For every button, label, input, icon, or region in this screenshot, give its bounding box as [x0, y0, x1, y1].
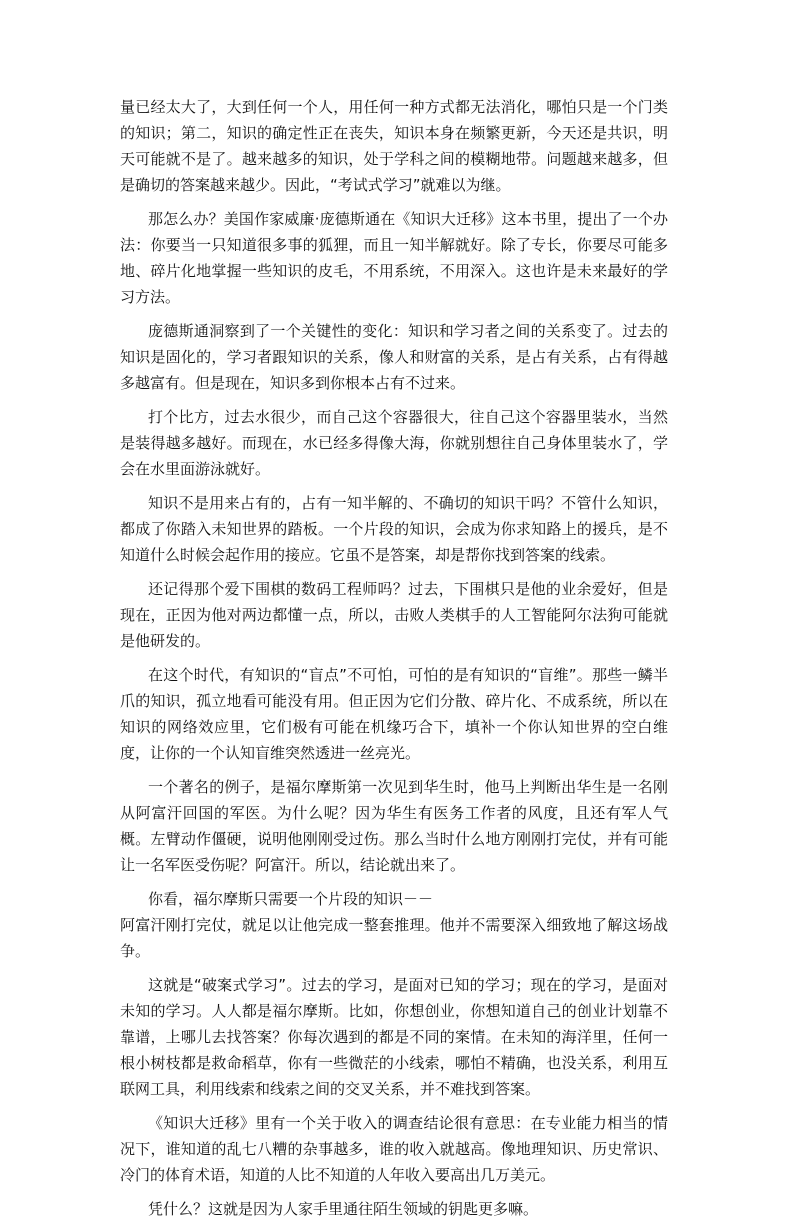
paragraph-continued: 量已经太大了，大到任何一个人，用任何一种方式都无法消化，哪怕只是一个门类的知识；第二，知识的确定性正在丧失，知识本身在频繁更新，今天还是共识，明天可能就不是了。越来越多的知识，处于学科之间的模糊地带。问题越来越多，但是确切的答案越来越少。因此，“考试式学习”就难以为继。: [120, 98, 668, 194]
paragraph-holmes-example: 一个著名的例子，是福尔摩斯第一次见到华生时，他马上判断出华生是一名刚从阿富汗回国的军医。为什么呢？因为华生有医务工作者的风度，且还有军人气概。左臂动作僵硬，说明他刚刚受过伤。那么当时什么地方刚刚打完仗，并有可能让一名军医受伤呢？阿富汗。所以，结论就出来了。: [120, 778, 668, 874]
paragraph-detective-learning: 这就是“破案式学习”。过去的学习，是面对已知的学习；现在的学习，是面对未知的学习。人人都是福尔摩斯。比如，你想创业，你想知道自己的创业计划靠不靠谱，上哪儿去找答案？你每次遇到的都是不同的案情。在未知的海洋里，任何一根小树枝都是救命稻草，你有一些微茫的小线索，哪怕不精确，也没关系，利用互联网工具，利用线索和线索之间的交叉关系，并不难找到答案。: [120, 976, 668, 1098]
paragraph-income-survey: 《知识大迁移》里有一个关于收入的调查结论很有意思：在专业能力相当的情况下，谁知道的乱七八糟的杂事越多，谁的收入就越高。像地理知识、历史常识、冷门的体育术语，知道的人比不知道的人年收入要高出几万美元。: [120, 1114, 668, 1184]
paragraph-key-change: 庞德斯通洞察到了一个关键性的变化：知识和学习者之间的关系变了。过去的知识是固化的，学习者跟知识的关系，像人和财富的关系，是占有关系，占有得越多越富有。但是现在，知识多到你根本占有不过来。: [120, 322, 668, 392]
document-page: [120, 94, 668, 1230]
paragraph-how-to: 那怎么办？美国作家威廉·庞德斯通在《知识大迁移》这本书里，提出了一个办法：你要当一只知道很多事的狐狸，而且一知半解就好。除了专长，你要尽可能多地、碎片化地掌握一些知识的皮毛，不用系统，不用深入。这也许是未来最好的学习方法。: [120, 210, 668, 306]
paragraph-conclusion: 凭什么？这就是因为人家手里通往陌生领域的钥匙更多嘛。: [148, 1200, 539, 1218]
paragraph-holmes-fragment: 你看，福尔摩斯只需要一个片段的知识－－: [148, 890, 434, 908]
paragraph-holmes-fragment-cont: 阿富汗刚打完仗，就足以让他完成一整套推理。他并不需要深入细致地了解这场战争。: [120, 916, 668, 960]
paragraph-knowledge-purpose: 知识不是用来占有的，占有一知半解的、不确切的知识干吗？不管什么知识，都成了你踏入未知世界的踏板。一个片段的知识，会成为你求知路上的援兵，是不知道什么时候会起作用的接应。它虽不是答案，却是帮你找到答案的线索。: [120, 494, 668, 564]
paragraph-blind-dimension: 在这个时代，有知识的“盲点”不可怕，可怕的是有知识的“盲维”。那些一鳞半爪的知识，孤立地看可能没有用。但正因为它们分散、碎片化、不成系统，所以在知识的网络效应里，它们极有可能在机缘巧合下，填补一个你认知世界的空白维度，让你的一个认知盲维突然透进一丝亮光。: [120, 666, 668, 762]
paragraph-water-analogy: 打个比方，过去水很少，而自己这个容器很大，往自己这个容器里装水，当然是装得越多越好。而现在，水已经多得像大海，你就别想往自己身体里装水了，学会在水里面游泳就好。: [120, 408, 668, 478]
paragraph-go-engineer: 还记得那个爱下围棋的数码工程师吗？过去，下围棋只是他的业余爱好，但是现在，正因为他对两边都懂一点，所以，击败人类棋手的人工智能阿尔法狗可能就是他研发的。: [120, 580, 668, 650]
